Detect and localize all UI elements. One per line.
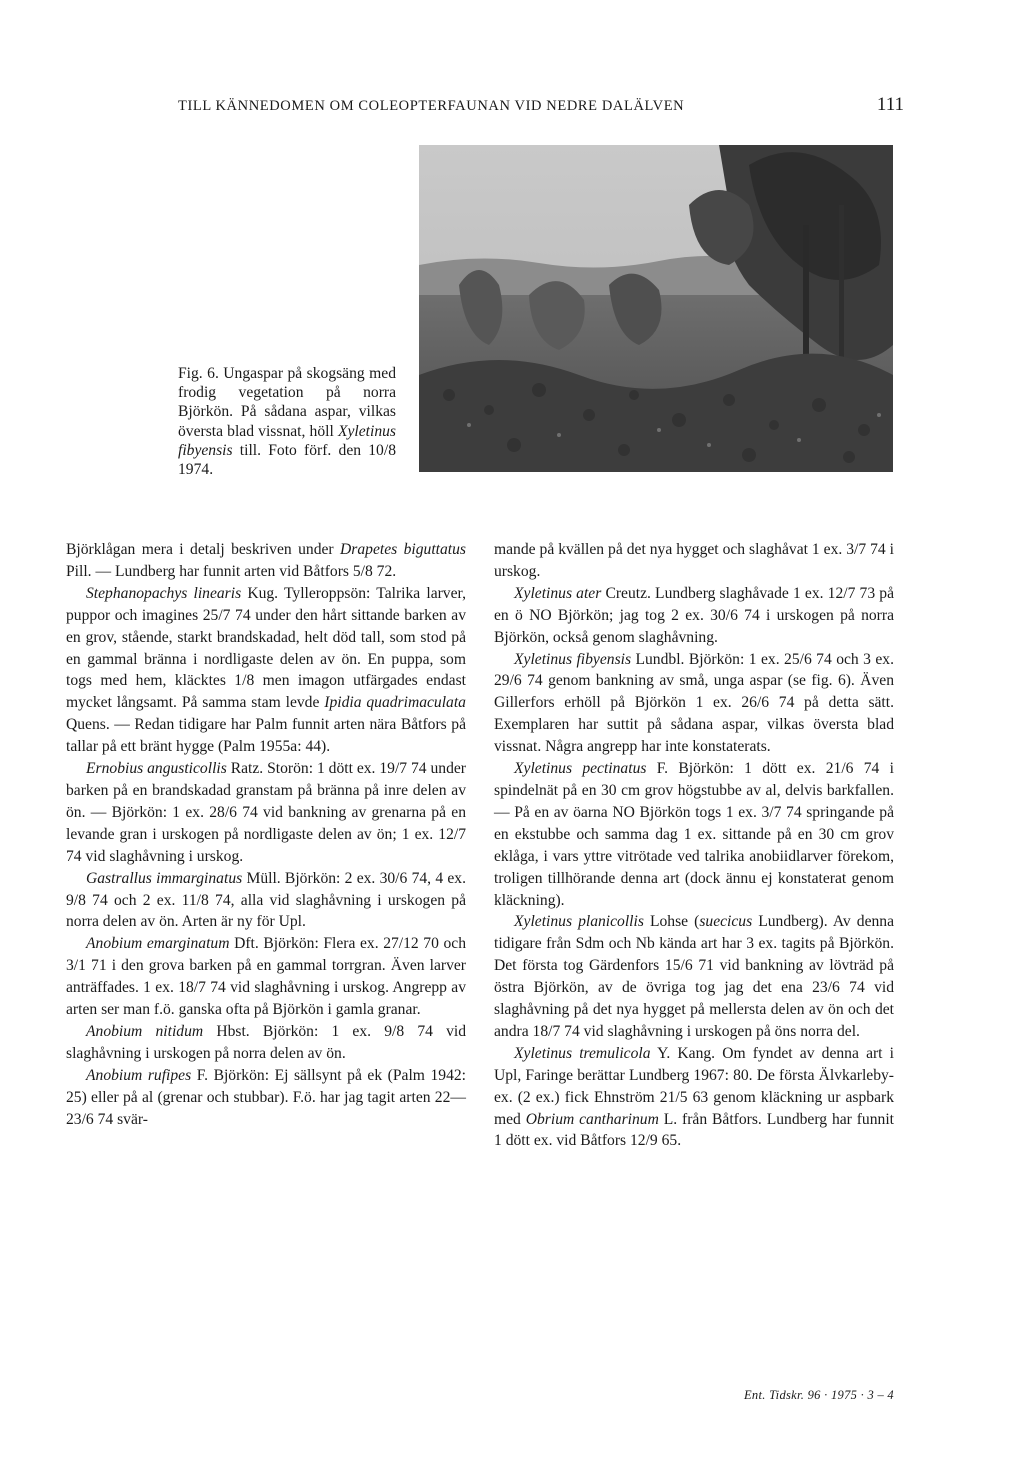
page-header bbox=[178, 94, 906, 122]
text-run: F. Björkön: Ej sällsynt på ek (Palm 1942: 25) eller på al (grenar och stubbar). F.ö. har jag tagit arten 22—23/6 74 svär- bbox=[66, 1066, 466, 1128]
meadow-aspen-photo bbox=[419, 145, 893, 472]
species-name: Xyletinus ater bbox=[514, 584, 602, 602]
paragraph bbox=[66, 583, 466, 758]
text-run: Müll. Björkön: 2 ex. 30/6 74, 4 ex. 9/8 74 och 2 ex. 11/8 74, alla vid slaghåvning i urskogen på norra delen av ön. Arten är ny för Upl. bbox=[66, 869, 466, 931]
text-run: Kug. Tylleroppsön: Talrika larver, puppor och imagines 25/7 74 under den hårt sittande barken av en grov, stående, starkt brandskadad, helt död tall, som stod på en gammal bränna i nordligaste delen av ön. En puppa, som togs med hem, kläcktes 1/8 men imagon utfärgades endast mycket långsamt. På samma stam levde bbox=[66, 584, 466, 712]
right-column bbox=[494, 539, 894, 1152]
text-run: Y. Kang. Om fyndet av denna art i Upl, Faringe berättar Lundberg 1967: 80. De första Älvkarleby-ex. (2 ex.) fick Ehnström 21/5 63 genom kläckning ur aspbark med bbox=[494, 1044, 895, 1128]
species-name: Ipidia quadrimaculata bbox=[324, 694, 466, 712]
page-number: 111 bbox=[876, 94, 904, 115]
paragraph bbox=[66, 1065, 466, 1131]
paragraph bbox=[494, 758, 894, 911]
text-run: L. från Båtfors. Lundberg har funnit 1 dött ex. vid Båtfors 12/9 65. bbox=[494, 1110, 894, 1150]
paragraph bbox=[494, 911, 894, 1042]
caption-text: Fig. 6. Ungaspar på skogsäng med frodig vegetation på norra Björkön. På sådana aspar, vilkas översta blad vissnat, höll bbox=[178, 365, 396, 440]
text-run: Björklågan mera i detalj beskriven under bbox=[66, 541, 341, 558]
text-run: Lundbl. Björkön: 1 ex. 25/6 74 och 3 ex. 29/6 74 genom bankning av små, unga aspar (se fig. 6). Även Gillerfors erhöll på Björkön 1 ex. 26/6 74 på detta sätt. Exemplaren har suttit på sådana aspar, vilkas översta blad vissnat. Några angrepp har inte konstaterats. bbox=[494, 650, 895, 756]
text-run: Creutz. Lundberg slaghåvade 1 ex. 12/7 73 på en ö NO Björkön; jag tog 2 ex. 30/6 74 i urskogen på norra Björkön, också genom slaghåvning. bbox=[494, 584, 894, 646]
text-run: Dft. Björkön: Flera ex. 27/12 70 och 3/1 71 i den grova barken på en gammal torrgran. Även larver anträffades. 1 ex. 18/7 74 vid slaghåvning i urskog. Angrepp av arten ser man f.ö. ganska ofta på Björkön i gamla granar. bbox=[66, 935, 466, 1019]
species-name: Anobium nitidum bbox=[86, 1022, 204, 1040]
text-run: Hbst. Björkön: 1 ex. 9/8 74 vid slaghåvning i urskogen på norra delen av ön. bbox=[66, 1022, 467, 1062]
paragraph bbox=[66, 539, 466, 583]
species-name: Stephanopachys linearis bbox=[86, 584, 242, 602]
species-name: Anobium emarginatum bbox=[86, 935, 230, 953]
paragraph bbox=[66, 868, 466, 934]
paragraph bbox=[66, 1021, 466, 1065]
paragraph bbox=[494, 539, 894, 583]
text-run: Pill. — Lundberg har funnit arten vid Båtfors 5/8 72. bbox=[66, 562, 397, 580]
text-run: Ratz. Storön: 1 dött ex. 19/7 74 under barken på en brandskadad granstam på bränna på inre delen av ön. — Björkön: 1 ex. 28/6 74 vid bankning av grenarna på en levande gran i urskogen på nordligaste delen av ön; 1 ex. 12/7 74 vid slaghåvning i urskog. bbox=[66, 760, 466, 865]
species-name: Xyletinus tremulicola bbox=[514, 1044, 651, 1062]
paragraph bbox=[494, 1043, 894, 1153]
species-name: Drapetes biguttatus bbox=[340, 541, 466, 558]
species-name: Gastrallus immarginatus bbox=[86, 869, 243, 887]
paragraph bbox=[494, 583, 894, 649]
text-run: Lohse ( bbox=[643, 913, 700, 931]
text-run: F. Björkön: 1 dött ex. 21/6 74 i spindelnät på en 30 cm grov högstubbe av al, delvis barkfallen. — På en av öarna NO Björkön togs 1 ex. 3/7 74 springande på en ekstubbe och samma dag 1 ex. sittande på en 30 cm grov eklåga, i vars yttre vitrötade ved talrika anobiidlarver förekom, troligen tillhörande denna art (dock ännu ej konstaterat genom kläckning). bbox=[494, 760, 894, 909]
figure-photo bbox=[419, 145, 893, 472]
journal-reference: Ent. Tidskr. 96 · 1975 · 3 – 4 bbox=[744, 1388, 894, 1402]
species-name: Anobium rufipes bbox=[86, 1066, 192, 1084]
paragraph bbox=[494, 649, 894, 759]
caption-species: Xyletinus fibyensis bbox=[178, 422, 396, 459]
species-name: Obrium cantharinum bbox=[525, 1110, 659, 1128]
left-column bbox=[66, 539, 466, 1130]
caption-text-end: till. Foto förf. den 10/8 1974. bbox=[178, 441, 396, 479]
text-run: Lundberg). Av denna tidigare från Sdm och Nb kända art har 3 ex. tagits på Björkön. Det första tog Gärdenfors 15/6 71 vid bankning av lövträd på östra Björkön, av de övriga tog jag det ena 23/6 74 vid slaghåvning på det nya hygget på mellersta delen av ön och det andra 18/7 74 vid slaghåvning i urskogen på öns norra del. bbox=[494, 913, 895, 1040]
text-run: Quens. — Redan tidigare har Palm funnit arten nära Båtfors på tallar på ett bränt hygge (Palm 1955a: 44). bbox=[66, 716, 466, 756]
species-name: Xyletinus fibyensis bbox=[514, 650, 632, 668]
figure-caption bbox=[178, 364, 396, 479]
running-title: TILL KÄNNEDOMEN OM COLEOPTERFAUNAN VID NEDRE DALÄLVEN bbox=[178, 98, 685, 114]
paragraph bbox=[66, 758, 466, 868]
text-run: mande på kvällen på det nya hygget och slaghåvat 1 ex. 3/7 74 i urskog. bbox=[494, 541, 894, 580]
species-name: suecicus bbox=[699, 913, 753, 931]
species-name: Xyletinus pectinatus bbox=[514, 760, 647, 778]
species-name: Xyletinus planicollis bbox=[514, 913, 644, 931]
paragraph bbox=[66, 933, 466, 1021]
species-name: Ernobius angusticollis bbox=[86, 760, 227, 778]
